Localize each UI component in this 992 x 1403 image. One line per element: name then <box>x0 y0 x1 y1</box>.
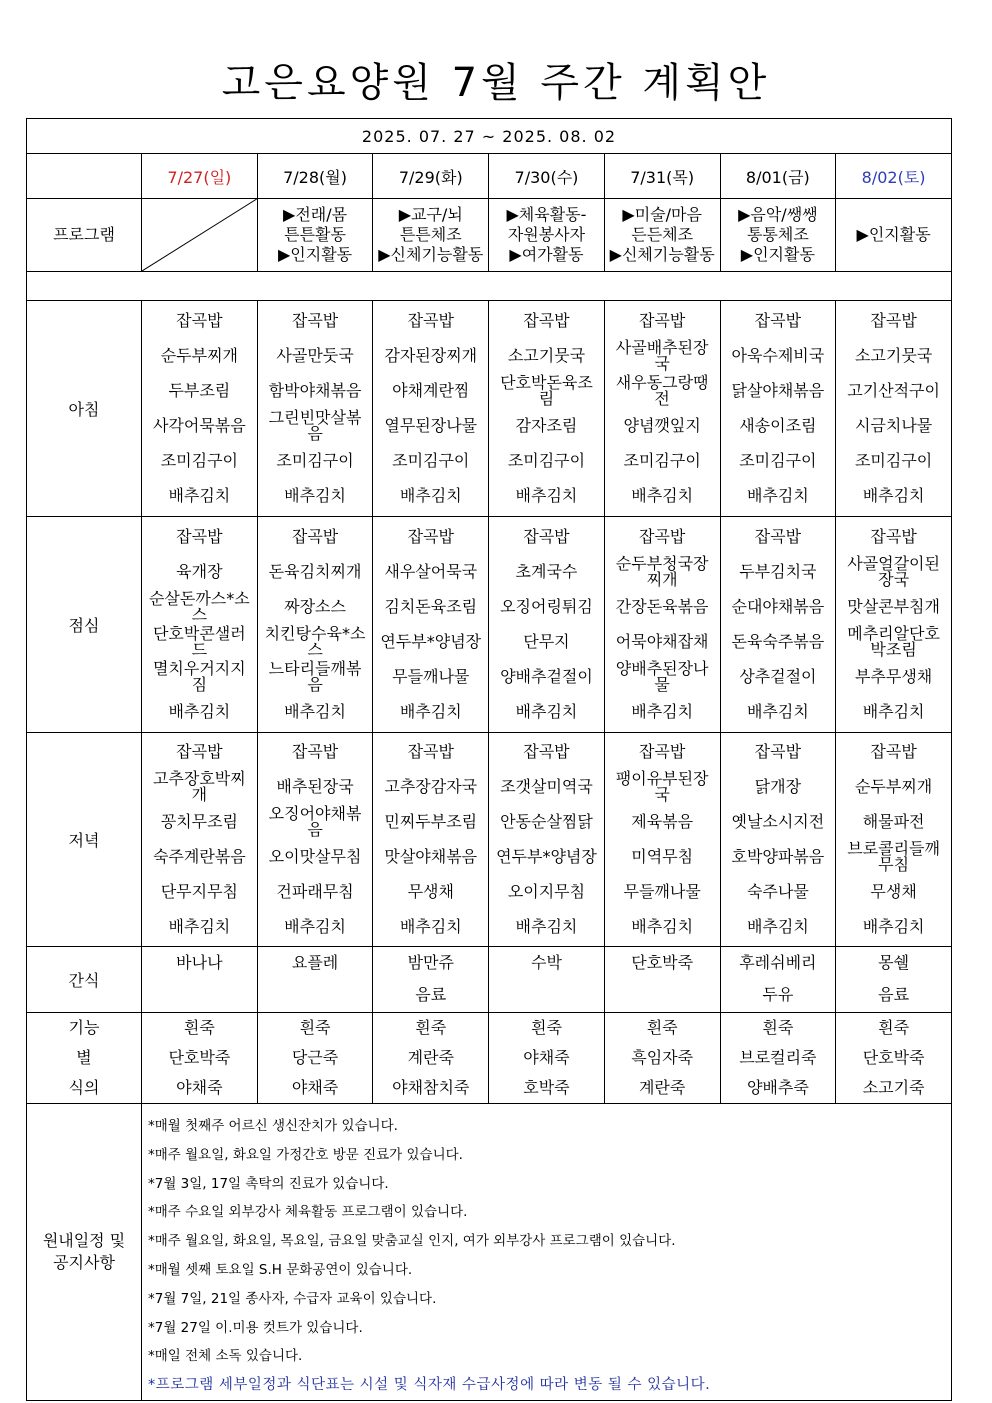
menu-item: 잡곡밥 <box>407 526 454 546</box>
menu-item: 배추김치 <box>515 486 578 506</box>
functional-cell <box>257 1013 373 1104</box>
meal-cell <box>836 733 952 947</box>
menu-item: 팽이유부된장국 <box>615 769 709 805</box>
meal-cell <box>142 517 258 733</box>
meal-cell <box>836 517 952 733</box>
snack-item: 수박 <box>531 953 562 972</box>
menu-item: 배추김치 <box>746 916 809 936</box>
functional-cell <box>373 1013 489 1104</box>
menu-item: 순살돈까스*소스 <box>148 588 250 624</box>
program-item: ▶미술/마음 <box>622 205 702 224</box>
menu-item: 양배추겉절이 <box>500 667 593 687</box>
functional-diet-row <box>27 1013 952 1104</box>
snack-cell <box>142 947 258 1013</box>
menu-item: 무들깨나물 <box>392 667 470 687</box>
menu-item: 브로콜리들깨무침 <box>847 838 940 874</box>
menu-item: 배추김치 <box>631 916 694 936</box>
menu-item: 고추장감자국 <box>384 777 478 797</box>
notice-item: *매월 셋째 토요일 S.H 문화공연이 있습니다. <box>148 1261 413 1278</box>
functional-cell <box>489 1013 605 1104</box>
menu-item: 고기산적구이 <box>847 380 940 400</box>
menu-item: 양배추된장나물 <box>615 659 709 695</box>
notice-item: *7월 27일 이.미용 컷트가 있습니다. <box>148 1319 363 1336</box>
notice-item: *매일 전체 소독 있습니다. <box>148 1348 303 1365</box>
functional-item: 호박죽 <box>523 1078 570 1097</box>
menu-item: 소고기뭇국 <box>854 345 933 365</box>
menu-item: 오이맛살무침 <box>268 846 362 866</box>
functional-item: 흰죽 <box>415 1018 447 1037</box>
functional-item: 흰죽 <box>183 1018 215 1037</box>
meal-items <box>721 301 836 516</box>
menu-item: 부추무생채 <box>854 667 933 687</box>
menu-item: 사골만둣국 <box>276 345 354 365</box>
menu-item: 잡곡밥 <box>870 310 917 330</box>
menu-item: 메추리알단호박조림 <box>847 624 940 660</box>
menu-item: 잡곡밥 <box>754 526 802 546</box>
snack-label: 간식 <box>27 947 142 1013</box>
snack-item: 단호박죽 <box>631 953 694 972</box>
menu-item: 야채계란찜 <box>392 380 470 400</box>
menu-item: 그린빈맛살볶음 <box>268 408 362 444</box>
date-range: 2025. 07. 27 ~ 2025. 08. 02 <box>27 119 952 154</box>
menu-item: 해물파전 <box>862 812 925 832</box>
menu-item: 돈육김치찌개 <box>268 561 362 581</box>
functional-item: 브로컬리죽 <box>739 1048 817 1067</box>
menu-item: 감자된장찌개 <box>384 345 478 365</box>
menu-item: 안동순살찜닭 <box>500 812 593 832</box>
functional-item: 흰죽 <box>646 1018 678 1037</box>
notice-label-line: 공지사항 <box>53 1252 115 1272</box>
menu-item: 배추김치 <box>284 486 346 506</box>
meal-items <box>721 517 836 732</box>
day-header-wed: 7/30(수) <box>489 154 605 199</box>
functional-item: 야채죽 <box>176 1078 223 1097</box>
snack-item <box>489 979 604 1011</box>
menu-item: 민찌두부조림 <box>384 812 478 832</box>
menu-item: 배추김치 <box>399 702 462 722</box>
program-item: 통통체조 <box>746 225 809 244</box>
program-item: 튼튼활동 <box>284 225 346 244</box>
program-row <box>27 199 952 272</box>
program-item: ▶교구/뇌 <box>398 205 463 224</box>
menu-item: 배추김치 <box>399 916 462 936</box>
menu-item: 잡곡밥 <box>638 310 686 330</box>
meal-items <box>836 517 951 732</box>
meal-items <box>258 301 373 516</box>
menu-item: 조미김구이 <box>392 451 470 471</box>
snack-item: 후레쉬베리 <box>739 953 817 972</box>
functional-label-line: 식의 <box>68 1078 100 1097</box>
meal-cell <box>604 517 720 733</box>
menu-item: 잡곡밥 <box>870 742 917 762</box>
menu-item: 열무된장나물 <box>384 416 478 436</box>
menu-item: 조미김구이 <box>739 451 817 471</box>
functional-item: 양배추죽 <box>746 1078 809 1097</box>
menu-item: 잡곡밥 <box>407 310 454 330</box>
snack-item: 음료 <box>878 985 910 1004</box>
meal-cell <box>257 301 373 517</box>
menu-item: 잡곡밥 <box>176 526 223 546</box>
menu-item: 잡곡밥 <box>638 526 686 546</box>
meal-items <box>258 517 373 732</box>
menu-item: 순대야채볶음 <box>731 596 825 616</box>
menu-item: 상추겉절이 <box>739 667 817 687</box>
meal-items <box>836 301 951 516</box>
day-header-thu: 7/31(목) <box>604 154 720 199</box>
program-cell <box>720 199 836 272</box>
menu-item: 치킨탕수육*소스 <box>264 624 366 660</box>
menu-item: 배추김치 <box>515 702 578 722</box>
menu-item: 잡곡밥 <box>291 526 339 546</box>
program-cell-empty <box>142 199 258 272</box>
meal-cell <box>489 733 605 947</box>
snack-cell <box>373 947 489 1013</box>
menu-item: 배추김치 <box>746 702 809 722</box>
menu-item: 연두부*양념장 <box>380 632 482 652</box>
menu-item: 잡곡밥 <box>176 310 223 330</box>
menu-item: 배추김치 <box>168 702 231 722</box>
program-item: ▶여가활동 <box>509 245 584 264</box>
meal-cell <box>720 301 836 517</box>
meal-cell <box>489 517 605 733</box>
functional-item: 계란죽 <box>638 1078 686 1097</box>
menu-item: 조미김구이 <box>276 451 354 471</box>
functional-cell <box>720 1013 836 1104</box>
functional-item: 야채죽 <box>291 1078 339 1097</box>
program-item: ▶인지활동 <box>740 245 815 264</box>
menu-item: 배추김치 <box>284 916 346 936</box>
snack-item: 두유 <box>762 985 794 1004</box>
meal-cell <box>142 301 258 517</box>
menu-item: 아욱수제비국 <box>731 345 825 365</box>
notice-item: *매주 수요일 외부강사 체육활동 프로그램이 있습니다. <box>148 1204 468 1221</box>
spacer-row <box>27 272 952 301</box>
menu-item: 호박양파볶음 <box>731 846 825 866</box>
menu-item: 맛살야채볶음 <box>384 846 478 866</box>
functional-label-line: 별 <box>76 1048 92 1067</box>
breakfast-row <box>27 301 952 517</box>
program-item: 든든체조 <box>631 225 694 244</box>
meal-items <box>373 301 488 516</box>
snack-cell <box>604 947 720 1013</box>
menu-item: 잡곡밥 <box>176 742 223 762</box>
menu-item: 숙주나물 <box>746 881 809 901</box>
dinner-label: 저녁 <box>27 733 142 947</box>
menu-item: 배추김치 <box>862 486 925 506</box>
functional-item: 당근죽 <box>291 1048 339 1067</box>
meal-items <box>373 517 488 732</box>
snack-item: 음료 <box>415 985 447 1004</box>
menu-item: 소고기뭇국 <box>507 345 586 365</box>
program-cell <box>257 199 373 272</box>
snack-item: 바나나 <box>176 953 223 972</box>
snack-cell <box>836 947 952 1013</box>
meal-cell <box>373 733 489 947</box>
menu-item: 연두부*양념장 <box>496 846 597 866</box>
meal-cell <box>604 301 720 517</box>
meal-cell <box>489 301 605 517</box>
meal-items <box>605 517 720 732</box>
functional-item: 흑임자죽 <box>631 1048 694 1067</box>
menu-item: 함박야채볶음 <box>268 380 362 400</box>
menu-item: 배추김치 <box>862 916 925 936</box>
notice-list <box>142 1104 952 1401</box>
menu-item: 육개장 <box>176 561 223 581</box>
lunch-label: 점심 <box>27 517 142 733</box>
meal-items <box>489 733 604 946</box>
functional-label-line: 기능 <box>68 1018 100 1037</box>
menu-item: 배추김치 <box>631 486 694 506</box>
menu-item: 잡곡밥 <box>291 310 339 330</box>
snack-row <box>27 947 952 1013</box>
notice-label-line: 원내일정 및 <box>42 1230 126 1250</box>
menu-item: 무들깨나물 <box>623 881 701 901</box>
meal-cell <box>257 517 373 733</box>
program-item: ▶신체기능활동 <box>609 245 715 264</box>
menu-item: 간장돈육볶음 <box>615 596 709 616</box>
notice-top-gap <box>142 1104 951 1112</box>
functional-cell <box>604 1013 720 1104</box>
menu-item: 사각어묵볶음 <box>152 416 246 436</box>
menu-item: 조미김구이 <box>854 451 933 471</box>
menu-item: 배추된장국 <box>276 777 354 797</box>
functional-label <box>27 1013 142 1104</box>
menu-item: 감자조림 <box>515 416 578 436</box>
snack-item: 밤만쥬 <box>407 953 454 972</box>
snack-item <box>142 979 257 1011</box>
meal-items <box>721 733 836 946</box>
menu-item: 조미김구이 <box>160 451 238 471</box>
menu-item: 숙주계란볶음 <box>152 846 246 866</box>
snack-cell <box>720 947 836 1013</box>
menu-item: 두부조림 <box>168 380 231 400</box>
program-item: ▶인지활동 <box>856 225 931 244</box>
menu-item: 양념깻잎지 <box>623 416 701 436</box>
notice-item: *7월 7일, 21일 종사자, 수급자 교육이 있습니다. <box>148 1290 437 1307</box>
menu-item: 잡곡밥 <box>754 310 802 330</box>
menu-item: 느타리들깨볶음 <box>268 659 362 695</box>
menu-item: 배추김치 <box>746 486 809 506</box>
menu-item: 배추김치 <box>168 486 231 506</box>
notice-row <box>27 1104 952 1401</box>
weekly-plan-table <box>26 118 952 1401</box>
menu-item: 꽁치무조림 <box>160 812 238 832</box>
menu-item: 새우동그랑땡전 <box>615 372 709 408</box>
menu-item: 김치돈육조림 <box>384 596 478 616</box>
menu-item: 잡곡밥 <box>407 742 454 762</box>
menu-item: 미역무침 <box>631 846 694 866</box>
menu-item: 오이지무침 <box>507 881 586 901</box>
menu-item: 짜장소스 <box>284 596 346 616</box>
functional-item: 야채참치죽 <box>392 1078 470 1097</box>
meal-cell <box>836 301 952 517</box>
snack-item: 몽쉘 <box>878 953 910 972</box>
menu-item: 잡곡밥 <box>638 742 686 762</box>
notice-item: *매주 월요일, 화요일 가정간호 방문 진료가 있습니다. <box>148 1146 463 1163</box>
menu-item: 배추김치 <box>515 916 578 936</box>
meal-cell <box>604 733 720 947</box>
menu-item: 조미김구이 <box>507 451 586 471</box>
functional-item: 흰죽 <box>299 1018 331 1037</box>
snack-cell <box>489 947 605 1013</box>
program-cell <box>836 199 952 272</box>
menu-item: 배추김치 <box>399 486 462 506</box>
meal-items <box>605 733 720 946</box>
menu-item: 무생채 <box>870 881 917 901</box>
menu-item: 옛날소시지전 <box>731 812 825 832</box>
menu-item: 고추장호박찌개 <box>152 769 246 805</box>
menu-item: 잡곡밥 <box>754 742 802 762</box>
breakfast-label: 아침 <box>27 301 142 517</box>
program-cell <box>604 199 720 272</box>
program-item: ▶체육활동- <box>506 205 587 224</box>
program-cell <box>489 199 605 272</box>
menu-item: 배추김치 <box>168 916 231 936</box>
menu-item: 어묵야채잡채 <box>615 632 709 652</box>
menu-item: 조갯살미역국 <box>500 777 593 797</box>
menu-item: 사골얼갈이된장국 <box>847 553 940 589</box>
functional-item: 흰죽 <box>878 1018 910 1037</box>
meal-items <box>258 733 373 946</box>
menu-item: 오징어링튀김 <box>500 596 593 616</box>
diagonal-slash <box>142 199 257 271</box>
menu-item: 닭개장 <box>754 777 802 797</box>
menu-item: 닭살야채볶음 <box>731 380 825 400</box>
snack-cell <box>257 947 373 1013</box>
menu-item: 배추김치 <box>284 702 346 722</box>
menu-item: 단호박콘샐러드 <box>152 624 246 660</box>
program-item: 튼튼체조 <box>399 225 462 244</box>
notice-item: *매주 월요일, 화요일, 목요일, 금요일 맞춤교실 인지, 여가 외부강사 프로그램이 있습니다. <box>148 1233 676 1250</box>
program-item: ▶음악/쌩쌩 <box>738 205 818 224</box>
menu-item: 두부김치국 <box>739 561 817 581</box>
menu-item: 잡곡밥 <box>291 742 339 762</box>
spacer-cell <box>27 272 952 301</box>
menu-item: 돈육숙주볶음 <box>731 632 825 652</box>
functional-item: 소고기죽 <box>862 1078 925 1097</box>
program-item: ▶전래/몸 <box>283 205 348 224</box>
functional-cell <box>836 1013 952 1104</box>
menu-item: 배추김치 <box>862 702 925 722</box>
menu-item: 멸치우거지지짐 <box>152 659 246 695</box>
program-item: ▶신체기능활동 <box>378 245 484 264</box>
meal-cell <box>373 301 489 517</box>
menu-item: 조미김구이 <box>623 451 701 471</box>
menu-item: 순두부찌개 <box>160 345 238 365</box>
meal-cell <box>720 517 836 733</box>
meal-cell <box>257 733 373 947</box>
meal-items <box>142 517 257 732</box>
menu-item: 시금치나물 <box>854 416 933 436</box>
day-header-row <box>27 154 952 199</box>
menu-item: 잡곡밥 <box>523 526 570 546</box>
functional-item: 단호박죽 <box>168 1048 231 1067</box>
menu-item: 건파래무침 <box>276 881 354 901</box>
snack-item: 요플레 <box>291 953 339 972</box>
menu-item: 오징어야채볶음 <box>268 804 362 840</box>
notice-item: *매월 첫째주 어르신 생신잔치가 있습니다. <box>148 1118 398 1134</box>
functional-cell <box>142 1013 258 1104</box>
menu-item: 제육볶음 <box>631 812 694 832</box>
menu-item: 순두부청국장찌개 <box>615 553 709 589</box>
program-cell <box>373 199 489 272</box>
functional-item: 단호박죽 <box>862 1048 925 1067</box>
notice-label <box>27 1104 142 1401</box>
dinner-row <box>27 733 952 947</box>
menu-item: 단무지무침 <box>160 881 238 901</box>
menu-item: 사골배추된장국 <box>615 337 709 373</box>
meal-items <box>605 301 720 516</box>
meal-items <box>489 517 604 732</box>
meal-items <box>836 733 951 946</box>
page-title: 고은요양원 7월 주간 계획안 <box>221 60 771 106</box>
lunch-row <box>27 517 952 733</box>
menu-item: 단무지 <box>523 632 570 652</box>
day-header-fri: 8/01(금) <box>720 154 836 199</box>
notice-item-disclaimer: *프로그램 세부일정과 식단표는 시설 및 식자재 수급사정에 따라 변동 될 수 있습니다. <box>148 1377 711 1394</box>
menu-item: 새우살어묵국 <box>384 561 478 581</box>
menu-item: 단호박돈육조림 <box>500 372 593 408</box>
meal-items <box>142 301 257 516</box>
menu-item: 잡곡밥 <box>523 742 570 762</box>
menu-item: 맛살콘부침개 <box>847 596 940 616</box>
day-header-tue: 7/29(화) <box>373 154 489 199</box>
notice-item: *7월 3일, 17일 촉탁의 진료가 있습니다. <box>148 1175 389 1192</box>
functional-item: 흰죽 <box>531 1018 562 1037</box>
meal-cell <box>720 733 836 947</box>
menu-item: 새송이조림 <box>739 416 817 436</box>
program-item: 자원봉사자 <box>507 225 586 244</box>
header-corner <box>27 154 142 199</box>
program-item: ▶인지활동 <box>277 245 353 264</box>
meal-items <box>142 733 257 946</box>
day-header-mon: 7/28(월) <box>257 154 373 199</box>
functional-item: 계란죽 <box>407 1048 454 1067</box>
menu-item: 잡곡밥 <box>523 310 570 330</box>
meal-items <box>489 301 604 516</box>
meal-cell <box>142 733 258 947</box>
day-header-sat: 8/02(토) <box>836 154 952 199</box>
snack-item <box>258 979 373 1011</box>
menu-item: 초계국수 <box>515 561 578 581</box>
menu-item: 잡곡밥 <box>870 526 917 546</box>
menu-item: 배추김치 <box>631 702 694 722</box>
functional-item: 야채죽 <box>523 1048 570 1067</box>
menu-item: 순두부찌개 <box>854 777 933 797</box>
day-header-sun: 7/27(일) <box>142 154 258 199</box>
snack-item <box>605 979 720 1011</box>
menu-item: 무생채 <box>407 881 454 901</box>
meal-items <box>373 733 488 946</box>
meal-cell <box>373 517 489 733</box>
functional-item: 흰죽 <box>762 1018 794 1037</box>
program-label: 프로그램 <box>27 199 142 272</box>
